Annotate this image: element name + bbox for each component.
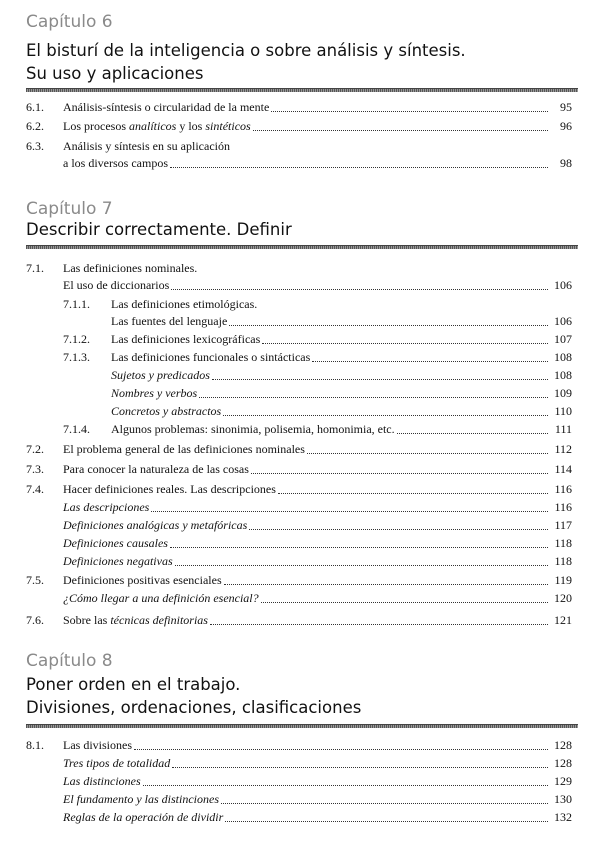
entry-text: Las definiciones funcionales o sintácticas	[111, 350, 311, 364]
toc-entry[interactable]	[26, 385, 572, 402]
entry-text	[63, 612, 208, 629]
leader-dots	[143, 775, 548, 786]
entry-text: Reglas de la operación de dividir	[63, 810, 224, 824]
toc-entry[interactable]	[26, 277, 572, 294]
chapter-title-line: Divisiones, ordenaciones, clasificaciones	[26, 698, 362, 717]
toc-entry[interactable]	[26, 612, 572, 629]
entry-text: Nombres y verbos	[111, 386, 198, 400]
toc-entry[interactable]	[26, 553, 572, 570]
toc-entry[interactable]	[26, 118, 572, 135]
leader-dots	[278, 483, 548, 494]
entry-text: El uso de diccionarios	[63, 278, 170, 292]
leader-dots	[171, 279, 548, 290]
leader-dots	[151, 501, 548, 512]
entry-text-italic: analíticos	[129, 119, 177, 133]
entry-page: 116	[554, 500, 572, 514]
chapter-rule	[26, 245, 578, 249]
entry-text: a los diversos campos	[63, 156, 168, 170]
leader-dots	[312, 351, 548, 362]
toc-entry[interactable]	[26, 367, 572, 384]
entry-text-part: Sobre las	[63, 613, 111, 627]
entry-number: 7.2.	[26, 442, 44, 456]
chapter-title-line: El bisturí de la inteligencia o sobre análisis y síntesis.	[26, 41, 466, 60]
entry-page: 132	[554, 810, 572, 824]
entry-text: El problema general de las definiciones nominales	[63, 442, 305, 456]
entry-page: 108	[554, 368, 572, 382]
entry-text: Para conocer la naturaleza de las cosas	[63, 462, 249, 476]
toc-entry[interactable]	[26, 791, 572, 808]
entry-text: Análisis-síntesis o circularidad de la mente	[63, 100, 270, 114]
leader-dots	[225, 811, 548, 822]
entry-number: 7.1.4.	[63, 422, 90, 436]
entry-text: Definiciones positivas esenciales	[63, 573, 222, 587]
entry-number: 7.1.1.	[63, 297, 90, 311]
toc-entry[interactable]	[26, 349, 572, 366]
entry-page: 117	[554, 518, 572, 532]
leader-dots	[170, 537, 548, 548]
entry-page: 118	[554, 536, 572, 550]
toc-entry[interactable]	[26, 155, 572, 172]
entry-number: 6.2.	[26, 119, 44, 133]
toc-entry[interactable]	[26, 461, 572, 478]
chapter-rule	[26, 88, 578, 92]
entry-text	[63, 118, 251, 135]
toc-entry[interactable]	[26, 809, 572, 826]
toc-entry[interactable]	[26, 590, 572, 607]
entry-page: 107	[554, 332, 572, 346]
leader-dots	[262, 333, 548, 344]
entry-text: Las definiciones nominales.	[63, 261, 198, 275]
entry-page: 111	[554, 422, 572, 436]
entry-page: 129	[554, 774, 572, 788]
leader-dots	[397, 423, 548, 434]
entry-text: Tres tipos de totalidad	[63, 756, 171, 770]
entry-page: 98	[560, 156, 572, 170]
entry-text: Sujetos y predicados	[111, 368, 210, 382]
leader-dots	[134, 739, 548, 750]
entry-text: Las distinciones	[63, 774, 141, 788]
chapter-title-line: Poner orden en el trabajo.	[26, 675, 241, 694]
toc-entry[interactable]	[26, 421, 572, 438]
toc-entry[interactable]	[26, 441, 572, 458]
leader-dots	[175, 555, 548, 566]
entry-text-part: y los	[176, 119, 206, 133]
leader-dots	[271, 101, 548, 112]
entry-page: 109	[554, 386, 572, 400]
entry-text: Las definiciones etimológicas.	[111, 297, 258, 311]
entry-page: 121	[554, 613, 572, 627]
leader-dots	[223, 405, 548, 416]
entry-page: 119	[554, 573, 572, 587]
entry-text: Definiciones negativas	[63, 554, 173, 568]
entry-page: 110	[554, 404, 572, 418]
toc-entry[interactable]	[26, 403, 572, 420]
toc-entry[interactable]	[26, 517, 572, 534]
entry-page: 130	[554, 792, 572, 806]
entry-text: Las divisiones	[63, 738, 132, 752]
entry-text: Las fuentes del lenguaje	[111, 314, 228, 328]
toc-entry[interactable]	[26, 572, 572, 589]
toc-entry[interactable]	[26, 313, 572, 330]
chapter-rule	[26, 724, 578, 728]
entry-text-italic: sintéticos	[205, 119, 251, 133]
entry-text: Análisis y síntesis en su aplicación	[63, 139, 230, 153]
entry-number: 7.3.	[26, 462, 44, 476]
entry-text: El fundamento y las distinciones	[63, 792, 219, 806]
entry-page: 116	[554, 482, 572, 496]
leader-dots	[224, 574, 548, 585]
entry-page: 95	[560, 100, 572, 114]
toc-entry[interactable]	[26, 138, 572, 155]
leader-dots	[253, 120, 548, 131]
entry-text: Las definiciones lexicográficas	[111, 332, 261, 346]
leader-dots	[170, 157, 548, 168]
entry-number: 6.3.	[26, 139, 44, 153]
entry-text: Hacer definiciones reales. Las descripciones	[63, 482, 276, 496]
chapter-label: Capítulo 7	[26, 199, 113, 219]
entry-text: Definiciones analógicas y metafóricas	[63, 518, 248, 532]
entry-number: 7.1.3.	[63, 350, 90, 364]
entry-page: 118	[554, 554, 572, 568]
entry-text: Las descripciones	[63, 500, 150, 514]
entry-page: 106	[554, 278, 572, 292]
entry-number: 7.6.	[26, 613, 44, 627]
toc-entry[interactable]	[26, 755, 572, 772]
entry-number: 7.1.2.	[63, 332, 90, 346]
toc-entry[interactable]	[26, 99, 572, 116]
toc-entry[interactable]	[26, 481, 572, 498]
toc-entry[interactable]	[26, 499, 572, 516]
entry-number: 7.5.	[26, 573, 44, 587]
chapter-title-line: Su uso y aplicaciones	[26, 64, 204, 83]
entry-text-part: Los procesos	[63, 119, 129, 133]
leader-dots	[212, 369, 548, 380]
entry-page: 114	[554, 462, 572, 476]
leader-dots	[210, 614, 548, 625]
entry-page: 108	[554, 350, 572, 364]
entry-number: 8.1.	[26, 738, 44, 752]
entry-page: 96	[560, 119, 572, 133]
entry-number: 6.1.	[26, 100, 44, 114]
leader-dots	[199, 387, 548, 398]
toc-entry[interactable]	[26, 535, 572, 552]
leader-dots	[249, 519, 548, 530]
entry-page: 128	[554, 738, 572, 752]
leader-dots	[251, 463, 548, 474]
entry-number: 7.4.	[26, 482, 44, 496]
toc-entry[interactable]	[26, 737, 572, 754]
leader-dots	[261, 592, 548, 603]
toc-entry[interactable]	[26, 331, 572, 348]
entry-page: 120	[554, 591, 572, 605]
entry-text: Concretos y abstractos	[111, 404, 222, 418]
leader-dots	[172, 757, 548, 768]
leader-dots	[307, 443, 548, 454]
chapter-label: Capítulo 6	[26, 12, 113, 32]
entry-page: 128	[554, 756, 572, 770]
toc-entry[interactable]	[26, 296, 572, 313]
entry-text: Definiciones causales	[63, 536, 168, 550]
toc-entry[interactable]	[26, 260, 572, 277]
entry-text: Algunos problemas: sinonimia, polisemia, homonimia, etc.	[111, 422, 395, 436]
entry-number: 7.1.	[26, 261, 44, 275]
entry-page: 106	[554, 314, 572, 328]
chapter-title-line: Describir correctamente. Definir	[26, 220, 292, 239]
entry-page: 112	[554, 442, 572, 456]
chapter-label: Capítulo 8	[26, 651, 113, 671]
entry-text-italic: técnicas definitorias	[110, 613, 208, 627]
toc-entry[interactable]	[26, 773, 572, 790]
entry-text: ¿Cómo llegar a una definición esencial?	[63, 591, 259, 605]
leader-dots	[229, 315, 548, 326]
leader-dots	[221, 793, 548, 804]
